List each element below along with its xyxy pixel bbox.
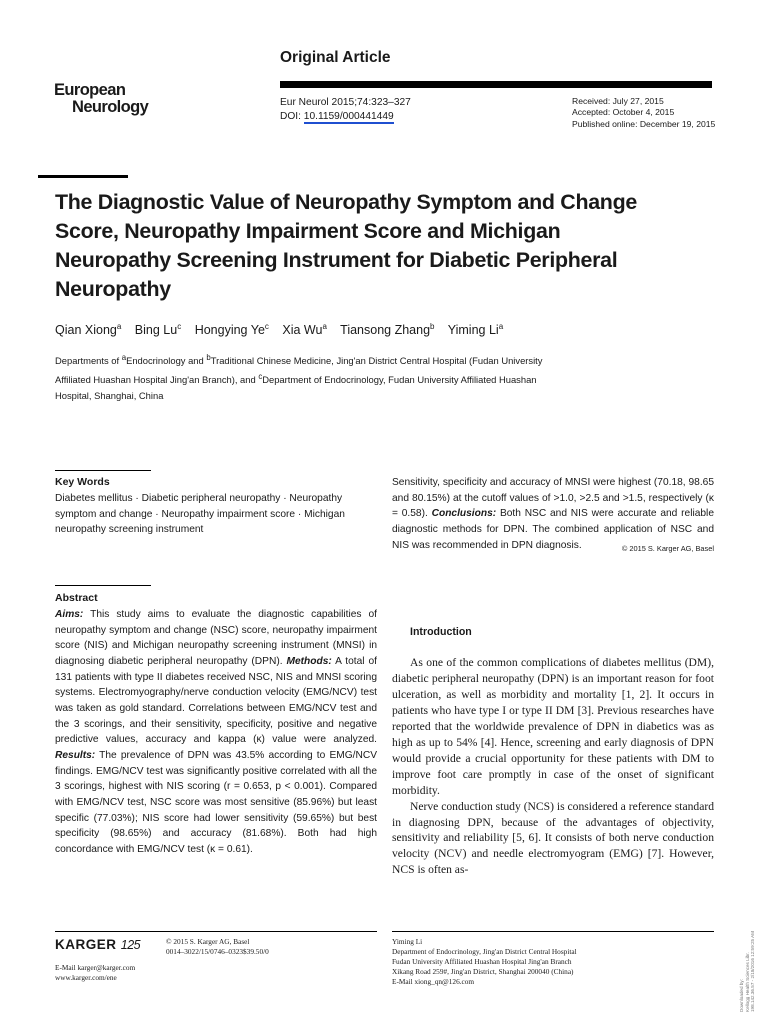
journal-logo[interactable] [54,82,148,116]
introduction-body [392,655,714,878]
footer-rule-left [55,931,377,932]
correspondence-address: Yiming Li Department of Endocrinology, Jing'an District Central Hospital Fudan University Affiliated Huashan Hospital Jing'an Branch Xikang Road 259#, Jing'an District, Shanghai 200040 (China) E-Mail xiong_qn@126.com [392,937,577,986]
doi-line [280,110,411,124]
download-watermark: Downloaded by: Kellogg Health Sciences Libr. 198.142.36.57 - 2/18/2016 12:59:25 AM [739,931,755,1012]
received-date: Received: July 27, 2015 [572,96,664,106]
aims-label: Aims: [55,609,84,620]
author[interactable]: Tiansong Zhang$^b$ [340,322,435,338]
copyright-notice: © 2015 S. Karger AG, Basel [621,543,714,553]
author[interactable]: Yiming Li$^a$ [447,322,504,338]
publisher-website[interactable]: www.karger.com/ene [55,973,117,982]
accepted-date: Accepted: October 4, 2015 [572,107,675,118]
publisher-logo[interactable]: KARGER 125 [55,937,141,952]
author[interactable]: Qian Xiong$^a$ [55,322,122,338]
methods-label: Methods: [286,655,332,667]
title-rule [38,175,128,178]
conclusions-label: Conclusions: [431,508,497,520]
author[interactable]: Xia Wu$^a$ [282,322,327,338]
published-date: Published online: December 19, 2015 [572,118,716,129]
publisher-email[interactable]: E-Mail karger@karger.com [55,963,136,972]
page-title: The Diagnostic Value of Neuropathy Symptom and Change Score, Neuropathy Impairment Score and Michigan Neuropathy Screening Instrument for Diabetic Peripheral Neuropathy [55,190,637,301]
citation: Eur Neurol 2015;74:323–327 [280,97,411,108]
abstract-rule [55,585,151,586]
dates-block [572,96,715,130]
journal-name-line1: European [54,81,126,99]
affiliations: Departments of $^a$Endocrinology and $^b$Traditional Chinese Medicine, Jing'an District Central Hospital (Fudan University Affiliated Huashan Hospital Jing'an Branch), and $^c$Department of Endocrinology, Fudan University Affiliated Huashan Hospital, Shanghai, China [55,353,543,402]
footer-rule-right [392,931,714,932]
intro-paragraph: As one of the common complications of diabetes mellitus (DM), diabetic peripheral neuropathy (DPN) is an important reason for foot ulceration, as well as morbidity and mortality [1, 2]. It occurs in patients who have type I or type II DM [3]. Previous researches have reported that the worldwide prevalence of DPN in diabetics was as high as up to 54% [4]. Hence, screening and early diagnosis of DPN would provide a crucial opportunity for these patients with DM to improve foot care promptly in case of the onset of significant morbidity. [392,656,714,797]
doi-link[interactable]: 10.1159/000441449 [303,110,394,122]
introduction-heading: Introduction [410,626,472,638]
keywords-heading: Key Words [55,476,110,488]
keywords-rule [55,470,151,471]
doi-label: DOI: [280,110,304,122]
article-type: Original Article [280,49,391,66]
intro-paragraph: Nerve conduction study (NCS) is considered a reference standard in diagnosing DPN, because of the advantages of objectivity, sensitivity and reliability [5, 6]. It consists of both nerve conduction velocity (NCV) and needle electromyogram (EMG) [7]. However, NCS is often as- [392,799,714,877]
results-label: Results: [55,749,96,761]
abstract-text: Aims: This study aims to evaluate the diagnostic capabilities of neuropathy symptom and change (NSC) score, neuropathy impairment score (NIS) and Michigan neuropathy screening instrument (MNSI) in diagnosing diabetic peripheral neuropathy (DPN). Methods: A total of 131 patients with type II diabetes received NSC, NIS and MNSI scoring systems. Electromyography/nerve conduction velocity (EMG/NCV) test was taken as gold standard. Correlations between EMG/NCV test and the 3 scorings, and their sensitivity, specificity, positive and negative predictive values, accuracy and kappa (κ) value were analyzed. Results: The prevalence of DPN was 43.5% according to EMG/NCV findings. EMG/NCV test was significantly positive correlated with all the 3 scorings, highest with NIS scoring (r = 0.653, p < 0.001). Compared with EMG/NCV test, NSC score was most sensitive (85.96%) but least specific (77.03%); NIS score had lower sensitivity (59.65%) but best specificity (98.65%) and accuracy (81.68%). Both had high concordance with EMG/NCV test (κ = 0.61). [55,609,377,855]
publisher-contact [55,963,135,983]
citation-block [280,96,411,123]
abstract-continued: Sensitivity, specificity and accuracy of MNSI were highest (70.18, 98.65 and 80.15%) at the cutoff values of >1.0, >2.5 and >1.5, respectively (κ = 0.58). Conclusions: Both NSC and NIS were accurate and reliable diagnostic methods for DPN. The combined application of NSC and NIS was recommended in DPN diagnosis. © 2015 S. Karger AG, Basel [392,475,714,556]
anniversary-mark: 125 [120,938,141,952]
header-rule [280,81,712,88]
author-list [55,322,513,337]
journal-name-line2: Neurology [72,98,149,116]
author[interactable]: Bing Lu$^c$ [134,322,182,338]
author[interactable]: Hongying Ye$^c$ [194,322,269,338]
correspondence-email[interactable]: E-Mail xiong_qn@126.com [392,977,475,986]
keywords-text: Diabetes mellitus · Diabetic peripheral neuropathy · Neuropathy symptom and change · Neuropathy impairment score · Michigan neuropathy screening instrument [55,493,345,536]
abstract-heading: Abstract [55,592,98,604]
footer-copyright: © 2015 S. Karger AG, Basel 0014–3022/15/0746–0323$39.50/0 [166,937,269,956]
